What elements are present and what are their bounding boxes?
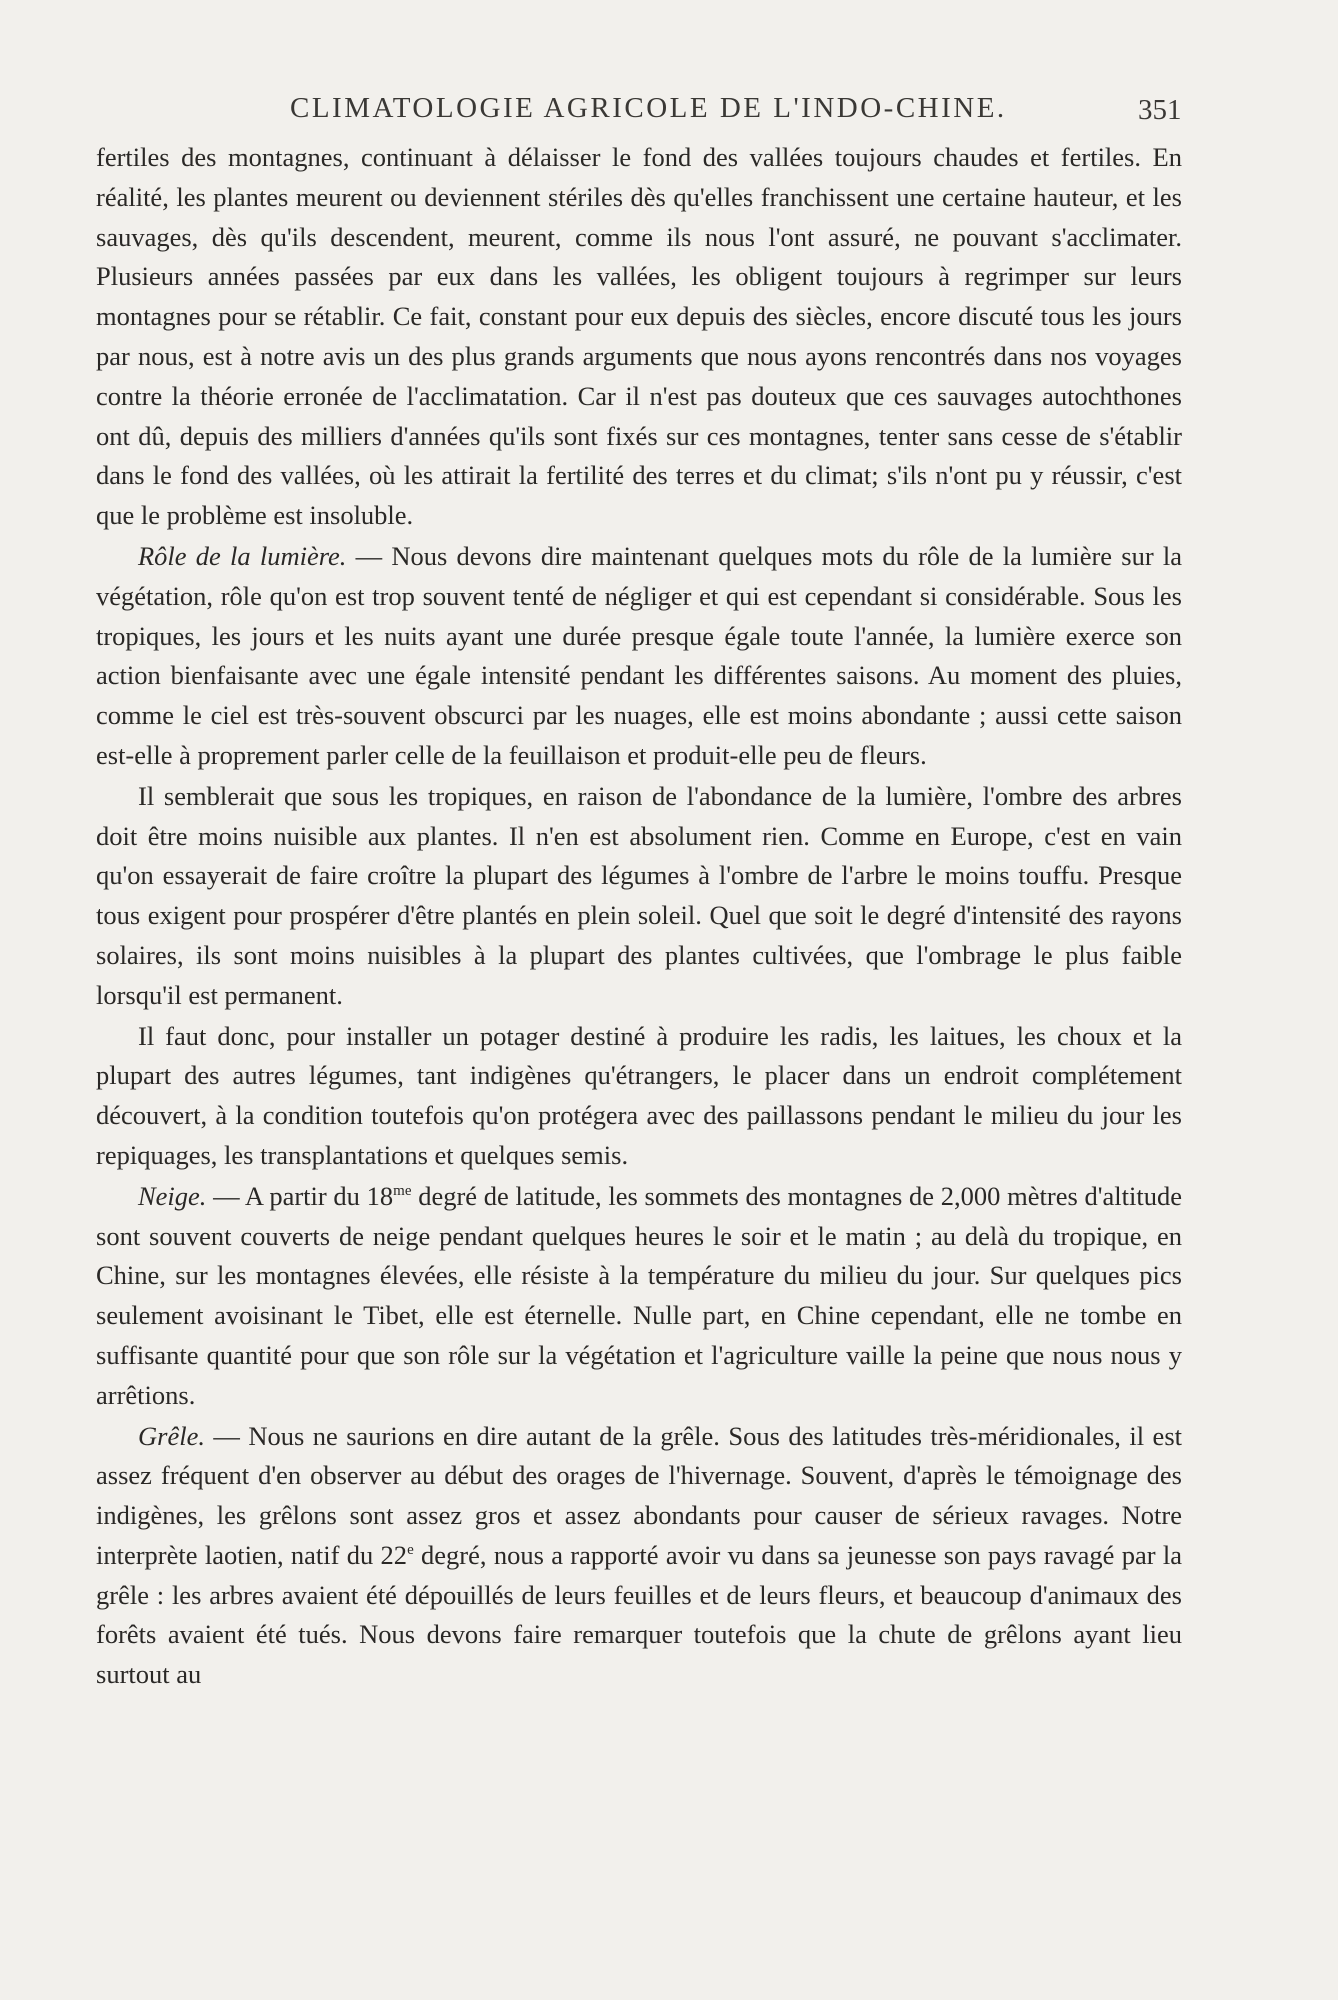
paragraph-text: degré de latitude, les sommets des montagnes de 2,000 mètres d'altitude sont souvent couverts de neige pendant quelques heures le soir et le matin ; au delà du tropique, en Chine, sur les montagnes élevées, elle résiste à la température du milieu du jour. Sur quelques pics seulement avoisinant le Tibet, elle est éternelle. Nulle part, en Chine cependant, elle ne tombe en suffisante quantité pour que son rôle sur la végétation et l'agriculture vaille la peine que nous nous y arrêtions. [96, 1180, 1183, 1410]
paragraph-potager [96, 1017, 1182, 1176]
running-title: CLIMATOLOGIE AGRICOLE DE L'INDO-CHINE. [290, 92, 1007, 124]
paragraph-continuation [96, 138, 1182, 536]
section-rubric: Rôle de la lumière. [138, 540, 347, 571]
paragraph-role-lumiere [96, 537, 1182, 776]
paragraph-neige [96, 1177, 1182, 1416]
paragraph-grele [96, 1417, 1182, 1696]
paragraph-text: fertiles des montagnes, continuant à délaisser le fond des vallées toujours chaudes et fertiles. En réalité, les plantes meurent ou deviennent stériles dès qu'elles franchissent une certaine hauteur, et les sauvages, dès qu'ils descendent, meurent, comme ils nous l'ont assuré, ne pouvant s'acclimater. Plusieurs années passées par eux dans les vallées, les obligent toujours à regrimper sur leurs montagnes pour se rétablir. Ce fait, constant pour eux depuis des siècles, encore discuté tous les jours par nous, est à notre avis un des plus grands arguments que nous ayons rencontrés dans nos voyages contre la théorie erronée de l'acclimatation. Car il n'est pas douteux que ces sauvages autochthones ont dû, depuis des milliers d'années qu'ils sont fixés sur ces montagnes, tenter sans cesse de s'établir dans le fond des vallées, où les attirait la fertilité des terres et du climat; s'ils n'ont pu y réussir, c'est que le problème est insoluble. [96, 142, 1182, 531]
paragraph-text: — Nous ne saurions en dire autant de la grêle. Sous des latitudes très-méridionales, il est assez fréquent d'en observer au début des orages de l'hivernage. Souvent, d'après le témoignage des indigènes, les grêlons sont assez gros et assez abondants pour causer de sérieux ravages. Notre interprète laotien, natif du 22 [96, 1420, 1182, 1570]
paragraph-text: Il faut donc, pour installer un potager destiné à produire les radis, les laitues, les choux et la plupart des autres légumes, tant indigènes qu'étrangers, le placer dans un endroit complétement découvert, à la condition toutefois qu'on protégera avec des paillassons pendant le milieu du jour les repiquages, les transplantations et quelques semis. [96, 1020, 1182, 1170]
body-text [96, 138, 1182, 1696]
paragraph-text: — Nous devons dire maintenant quelques mots du rôle de la lumière sur la végétation, rôle qu'on est trop souvent tenté de négliger et qui est cependant si considérable. Sous les tropiques, les jours et les nuits ayant une durée presque égale toute l'année, la lumière exerce son action bienfaisante avec une égale intensité pendant les différentes saisons. Au moment des pluies, comme le ciel est très-souvent obscurci par les nuages, elle est moins abondante ; aussi cette saison est-elle à proprement parler celle de la feuillaison et produit-elle peu de fleurs. [96, 540, 1182, 770]
page-number: 351 [1138, 94, 1182, 126]
paragraph-text: Il semblerait que sous les tropiques, en raison de l'abondance de la lumière, l'ombre des arbres doit être moins nuisible aux plantes. Il n'en est absolument rien. Comme en Europe, c'est en vain qu'on essayerait de faire croître la plupart des légumes à l'ombre de l'arbre le moins touffu. Presque tous exigent pour prospérer d'être plantés en plein soleil. Quel que soit le degré d'intensité des rayons solaires, ils sont moins nuisibles à la plupart des plantes cultivées, que l'ombrage le plus faible lorsqu'il est permanent. [96, 780, 1182, 1010]
paragraph-text: — A partir du 18 [206, 1180, 394, 1211]
superscript: e [407, 1541, 414, 1558]
superscript: me [393, 1182, 412, 1199]
section-rubric: Neige. [138, 1180, 207, 1211]
section-rubric: Grêle. [138, 1420, 205, 1451]
paragraph-ombre [96, 777, 1182, 1016]
paragraph-text: degré, nous a rapporté avoir vu dans sa jeunesse son pays ravagé par la grêle : les arbres avaient été dépouillés de leurs feuilles et de leurs fleurs, et beaucoup d'animaux des forêts avaient été tués. Nous devons faire remarquer toutefois que la chute de grêlons ayant lieu surtout au [96, 1539, 1182, 1690]
page-header [0, 92, 1338, 132]
